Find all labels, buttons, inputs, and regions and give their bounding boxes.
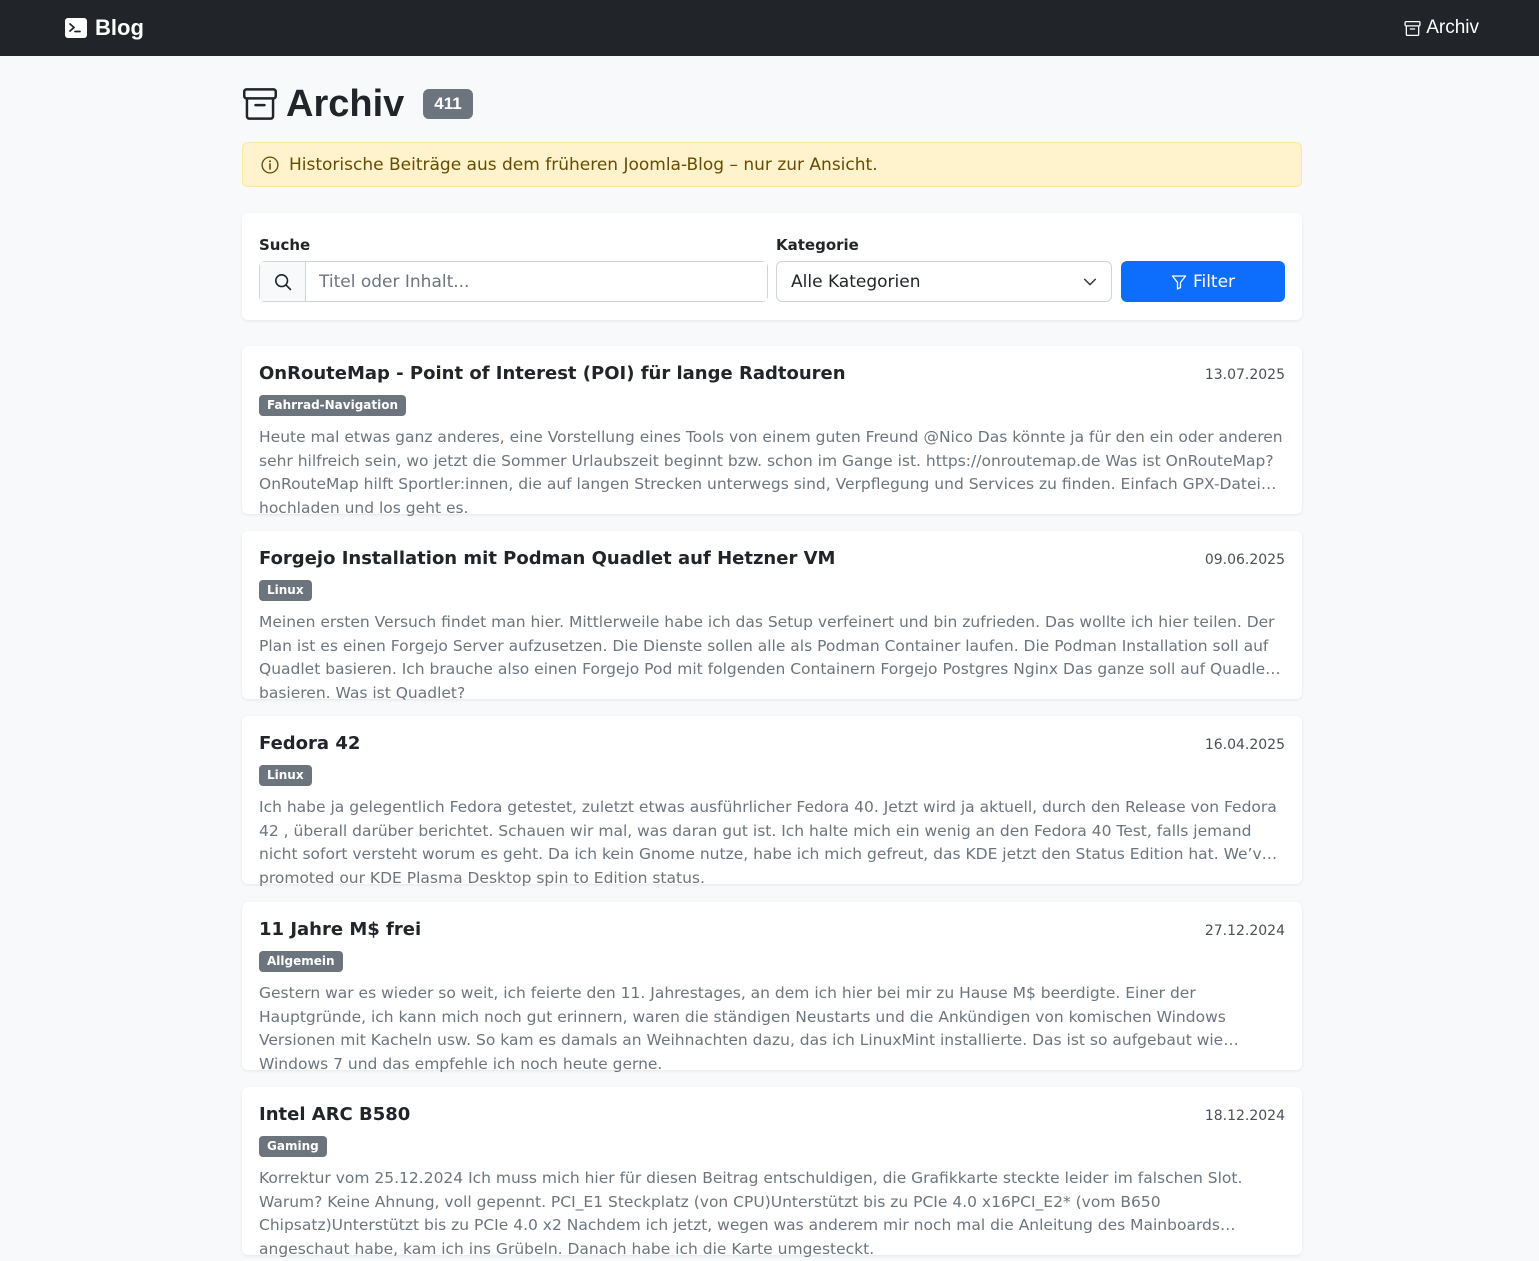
category-badge: Linux xyxy=(259,580,312,601)
post-date: 18.12.2024 xyxy=(1204,1108,1285,1124)
search-icon xyxy=(274,273,292,291)
archive-icon xyxy=(242,86,278,122)
post-date: 13.07.2025 xyxy=(1204,367,1285,383)
post-card[interactable] xyxy=(242,902,1302,1073)
post-card[interactable] xyxy=(242,716,1302,887)
post-date: 16.04.2025 xyxy=(1204,737,1285,753)
info-circle-icon xyxy=(261,156,279,174)
post-excerpt: Korrektur vom 25.12.2024 Ich muss mich hier für diesen Beitrag entschuldigen, die Grafikkarte steckte leider im falschen Slot. Warum? Keine Ahnung, voll gepennt. PCI_E1 Steckplatz (von CPU)Unterstützt bis zu PCIe 4.0 x16PCI_E2* (vom B650 Chipsatz)Unterstützt bis zu PCIe 4.0 x2 Nachdem ich jetzt, wegen was anderem mir noch mal die Anleitung des Mainboards angeschaut habe, kam ich ins Grübeln. Danach habe ich die Karte umgesteckt. xyxy=(259,1169,1243,1258)
post-title[interactable]: OnRouteMap - Point of Interest (POI) für lange Radtouren xyxy=(259,363,846,384)
post-title[interactable]: Intel ARC B580 xyxy=(259,1104,411,1125)
funnel-icon xyxy=(1171,274,1187,290)
post-title[interactable]: Forgejo Installation mit Podman Quadlet auf Hetzner VM xyxy=(259,548,836,569)
page-heading xyxy=(242,82,473,126)
category-badge: Linux xyxy=(259,765,312,786)
nav-archive-label: Archiv xyxy=(1426,17,1479,38)
post-title[interactable]: Fedora 42 xyxy=(259,733,361,754)
search-group xyxy=(259,261,768,302)
filter-card xyxy=(242,213,1302,320)
post-date: 09.06.2025 xyxy=(1204,552,1285,568)
brand-label: Blog xyxy=(95,15,144,40)
post-date: 27.12.2024 xyxy=(1204,923,1285,939)
category-select[interactable] xyxy=(776,261,1112,302)
nav-archive-link[interactable] xyxy=(1404,14,1479,42)
filter-button[interactable] xyxy=(1121,261,1285,302)
post-card[interactable] xyxy=(242,531,1302,702)
page-title: Archiv xyxy=(286,82,405,125)
search-addon xyxy=(260,262,306,301)
post-excerpt: Ich habe ja gelegentlich Fedora getestet, zuletzt etwas ausführlicher Fedora 40. Jetzt wird ja aktuell, durch den Release von Fedora 42 , überall darüber berichtet. Schauen wir mal, was daran gut ist. Ich halte mich ein wenig an den Fedora 40 Test, falls jemand nicht sofort versteht worum es geht. Da ich kein Gnome nutze, habe ich mich gefreut, das KDE jetzt den Status Edition hat. We’ve promoted our KDE Plasma Desktop spin to Edition status. xyxy=(259,798,1277,887)
post-count-badge: 411 xyxy=(423,89,472,119)
category-selected-value: Alle Kategorien xyxy=(791,271,921,292)
search-label: Suche xyxy=(259,236,311,254)
post-excerpt: Meinen ersten Versuch findet man hier. Mittlerweile habe ich das Setup verfeinert und bin zufrieden. Das wollte ich hier teilen. Der Plan ist es einen Forgejo Server aufzusetzen. Die Dienste sollen alle als Podman Container laufen. Die Podman Installation soll auf Quadlet basieren. Ich brauche also einen Forgejo Pod mit folgenden Containern Forgejo Postgres Nginx Das ganze soll auf Quadlet basieren. Was ist Quadlet? xyxy=(259,613,1275,702)
search-input[interactable] xyxy=(306,262,767,301)
filter-button-label: Filter xyxy=(1192,271,1236,292)
post-excerpt: Gestern war es wieder so weit, ich feierte den 11. Jahrestages, an dem ich hier bei mir zu Hause M$ beerdigte. Einer der Hauptgründe, ich kann mich noch gut erinnern, waren die ständigen Neustarts und die Ankündigen von komischen Windows Versionen mit Kacheln usw. So kam es damals an Weihnachten dazu, das ich LinuxMint installierte. Das ist so aufgebaut wie Windows 7 und das empfehle ich noch heute gerne. xyxy=(259,984,1226,1073)
category-label: Kategorie xyxy=(776,236,859,254)
info-alert xyxy=(242,142,1302,187)
alert-text: Historische Beiträge aus dem früheren Joomla-Blog – nur zur Ansicht. xyxy=(289,154,878,175)
terminal-icon xyxy=(65,18,87,38)
post-card[interactable] xyxy=(242,1087,1302,1258)
post-card[interactable] xyxy=(242,346,1302,517)
navbar xyxy=(0,0,1539,56)
archive-icon xyxy=(1404,20,1421,37)
post-title[interactable]: 11 Jahre M$ frei xyxy=(259,919,422,940)
brand-link[interactable] xyxy=(65,14,144,42)
post-excerpt: Heute mal etwas ganz anderes, eine Vorstellung eines Tools von einem guten Freund @Nico Das könnte ja für den ein oder anderen sehr hilfreich sein, wo jetzt die Sommer Urlaubszeit beginnt bzw. schon im Gange ist. https://onroutemap.de Was ist OnRouteMap? OnRouteMap hilft Sportler:innen, die auf langen Strecken unterwegs sind, Verpflegung und Services zu finden. Einfach GPX-Datei hochladen und los geht es. xyxy=(259,428,1283,517)
category-badge: Fahrrad-Navigation xyxy=(259,395,406,416)
chevron-down-icon xyxy=(1083,275,1097,289)
category-badge: Allgemein xyxy=(259,951,343,972)
category-badge: Gaming xyxy=(259,1136,327,1157)
